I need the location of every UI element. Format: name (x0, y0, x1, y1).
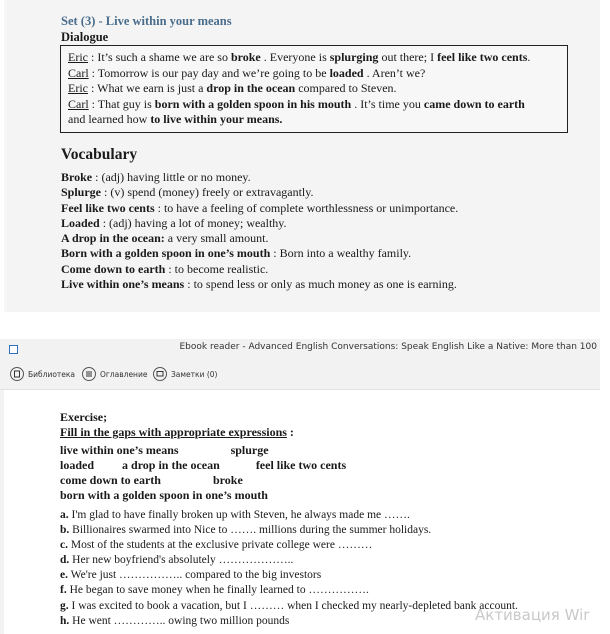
vocabulary-definition: : to become realistic. (165, 261, 269, 276)
app-logo-icon (9, 345, 18, 354)
expression-option: splurge (230, 443, 269, 457)
exercise-item (60, 599, 518, 614)
speaker-name: Eric (68, 81, 88, 96)
list-icon (82, 367, 96, 381)
vocabulary-term: Live within one’s means (61, 277, 185, 292)
vocabulary-definition: a very small amount. (164, 231, 269, 246)
item-letter: d. (60, 554, 70, 567)
dialogue-line (68, 112, 561, 128)
exercise-items (60, 508, 518, 629)
item-letter: e. (60, 569, 68, 582)
item-letter: a. (60, 509, 69, 521)
dialogue-text: : That guy is (88, 96, 155, 111)
vocabulary-definition: : Born into a wealthy family. (270, 246, 412, 261)
vocabulary-list (61, 170, 458, 292)
vocabulary-entry (61, 277, 458, 292)
item-text: Most of the students at the exclusive private college were ……… (67, 539, 373, 552)
vocabulary-heading: Vocabulary (61, 146, 138, 163)
key-expression: splurging (329, 50, 379, 64)
exercise-heading: Exercise; (60, 410, 108, 424)
dialogue-line (68, 97, 561, 113)
dialogue-text: compared to Steven. (295, 81, 397, 96)
reader-left-margin (0, 390, 4, 634)
expression-option: come down to earth (60, 473, 161, 487)
key-expression: born with a golden spoon in his mouth (154, 96, 352, 111)
vocabulary-term: Born with a golden spoon in one’s mouth (61, 246, 271, 261)
dialogue-line (68, 66, 561, 82)
options-row (60, 458, 346, 473)
vocabulary-term: Loaded (61, 215, 100, 230)
speaker-name: Carl (68, 96, 89, 111)
item-letter: g. (60, 599, 69, 612)
vocabulary-term: Broke (61, 170, 93, 184)
vocabulary-entry (61, 216, 458, 231)
expression-option: live within one’s means (60, 443, 179, 457)
dialogue-text: : What we earn is just a (88, 81, 207, 96)
options-row (60, 443, 346, 458)
exercise-heading-block (60, 410, 294, 440)
exercise-instruction-suffix: : (286, 425, 294, 439)
item-text: He went ………….. owing two million pounds (69, 614, 290, 627)
item-text: He began to save money when he finally learned to ……………. (66, 584, 369, 597)
item-text: I'm glad to have finally broken up with Steven, he always made me ……. (68, 509, 410, 521)
book-icon (10, 367, 24, 381)
expression-options (60, 443, 346, 503)
item-letter: h. (60, 614, 70, 627)
item-letter: f. (60, 584, 67, 597)
dialogue-text: . (527, 50, 531, 64)
vocabulary-definition: : to have a feeling of complete worthlessness or unimportance. (154, 200, 459, 215)
expression-option: born with a golden spoon in one’s mouth (60, 488, 268, 502)
expression-option: loaded (60, 458, 95, 472)
exercise-item (60, 538, 518, 553)
vocabulary-definition: : to spend less or only as much money as one is earning. (184, 277, 457, 292)
library-button-label: Библиотека (28, 369, 76, 379)
exercise-item (60, 553, 518, 568)
dialogue-line (68, 81, 561, 97)
key-expression: loaded (329, 65, 364, 80)
vocabulary-term: Come down to earth (61, 261, 166, 276)
exercise-item (60, 523, 518, 538)
dialogue-text: . Everyone is (260, 50, 330, 64)
dialogue-text: and learned how (68, 112, 151, 127)
item-text: Billionaires swarmed into Nice to ……. millions during the summer holidays. (69, 524, 432, 537)
dialogue-text: . Aren’t we? (363, 65, 426, 80)
expression-option: a drop in the ocean (122, 458, 220, 472)
vocabulary-entry (61, 201, 458, 216)
dialogue-box (60, 45, 568, 133)
notes-button[interactable] (153, 365, 217, 383)
item-text: Her new boyfriend's absolutely ……………….. (69, 554, 294, 567)
dialogue-text: : Tomorrow is our pay day and we’re going to be (88, 65, 330, 80)
vocabulary-definition: : (v) spend (money) freely or extravagantly. (101, 185, 314, 200)
exercise-instruction (60, 425, 294, 440)
set-title: Set (3) - Live within your means (61, 14, 232, 28)
vocabulary-entry (61, 170, 458, 185)
app-title-bar (0, 339, 600, 361)
vocabulary-entry (61, 231, 458, 246)
vocabulary-entry (61, 246, 458, 261)
expression-option: broke (212, 473, 243, 487)
key-expression: drop in the ocean (206, 81, 296, 96)
key-expression: came down to earth (423, 96, 525, 111)
key-expression: feel like two cents (437, 50, 528, 64)
item-letter: b. (60, 524, 70, 537)
library-button[interactable] (10, 365, 75, 383)
exercise-item (60, 583, 518, 598)
vocabulary-entry (61, 185, 458, 200)
vocabulary-definition: : (adj) having a lot of money; wealthy. (99, 215, 287, 230)
item-letter: c. (60, 539, 68, 552)
speaker-name: Eric (68, 50, 88, 64)
key-expression: broke (230, 50, 261, 64)
contents-button[interactable] (82, 365, 147, 383)
vocabulary-term: Feel like two cents (61, 200, 155, 215)
exercise-instruction-text: Fill in the gaps with appropriate expressions (60, 425, 287, 439)
vocabulary-entry (61, 262, 458, 277)
item-text: We're just …………….. compared to the big investors (67, 569, 322, 582)
windows-activation-watermark: Активация Wir (475, 606, 590, 624)
vocabulary-term: A drop in the ocean: (61, 231, 165, 246)
options-row (60, 473, 346, 488)
dialogue-text: out there; I (378, 50, 438, 64)
item-text: I was excited to book a vacation, but I ……… when I checked my nearly-depleted bank account. (68, 599, 518, 612)
contents-button-label: Оглавление (100, 369, 148, 379)
dialogue-text: : It’s such a shame we are so (88, 50, 231, 64)
speaker-name: Carl (68, 65, 89, 80)
app-title: Ebook reader - Advanced English Conversations: Speak English Like a Native: More than 100 (179, 342, 597, 352)
vocabulary-term: Splurge (61, 185, 102, 200)
key-expression: to live within your means. (150, 112, 283, 127)
dialogue-heading: Dialogue (61, 30, 109, 44)
exercise-item (60, 568, 518, 583)
options-row (60, 488, 346, 503)
expression-option: feel like two cents (255, 458, 347, 472)
dialogue-text: . It’s time you (351, 96, 424, 111)
exercise-item (60, 614, 518, 629)
notes-button-label: Заметки (0) (171, 369, 218, 379)
exercise-item (60, 508, 518, 523)
reader-toolbar (0, 361, 600, 390)
vocabulary-definition: : (adj) having little or no money. (92, 170, 251, 184)
dialogue-line (68, 50, 561, 66)
notes-icon (153, 367, 167, 381)
